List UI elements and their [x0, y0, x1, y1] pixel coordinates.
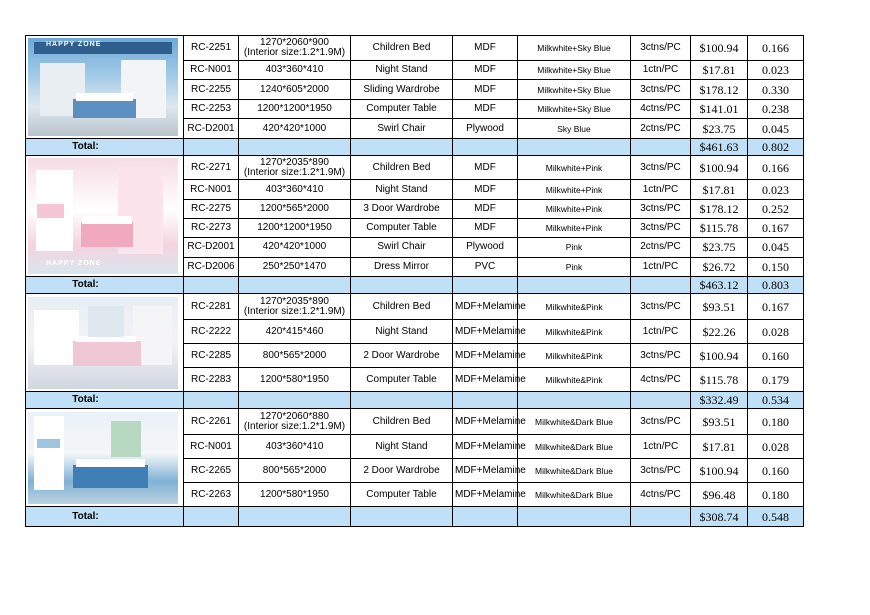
product-name-cell: Children Bed — [351, 36, 453, 61]
color-cell: Milkwhite+Sky Blue — [518, 99, 631, 119]
packing-cell: 4ctns/PC — [631, 483, 691, 507]
item-code-cell: RC-N001 — [184, 60, 239, 80]
photo-shape — [111, 421, 141, 458]
item-code-cell: RC-D2001 — [184, 119, 239, 139]
product-name-cell: Children Bed — [351, 156, 453, 180]
empty-total-cell — [453, 139, 518, 156]
color-cell: Milkwhite+Pink — [518, 156, 631, 180]
product-name-cell: Night Stand — [351, 435, 453, 459]
item-code-cell: RC-N001 — [184, 180, 239, 199]
color-cell: Milkwhite&Dark Blue — [518, 459, 631, 483]
bedroom-set-photo — [28, 158, 178, 274]
material-cell: MDF+Melamine — [453, 344, 518, 368]
packing-cell: 1ctn/PC — [631, 257, 691, 276]
size-cell: 800*565*2000 — [239, 459, 351, 483]
item-code-cell: RC-2271 — [184, 156, 239, 180]
empty-total-cell — [518, 392, 631, 409]
empty-total-cell — [351, 139, 453, 156]
empty-total-cell — [239, 392, 351, 409]
price-cell: $93.51 — [691, 294, 748, 320]
volume-cell: 0.045 — [748, 119, 804, 139]
empty-total-cell — [631, 277, 691, 294]
interior-size-text: (Interior size:1.2*1.9M) — [243, 46, 346, 58]
total-label: Total: — [26, 507, 184, 527]
price-cell: $115.78 — [691, 368, 748, 392]
size-cell — [239, 36, 351, 61]
size-cell — [239, 409, 351, 435]
price-cell: $115.78 — [691, 219, 748, 238]
empty-total-cell — [239, 507, 351, 527]
empty-total-cell — [184, 507, 239, 527]
empty-total-cell — [453, 277, 518, 294]
product-photo-cell — [26, 156, 184, 277]
volume-cell: 0.167 — [748, 294, 804, 320]
color-cell: Milkwhite&Pink — [518, 320, 631, 344]
color-cell: Milkwhite+Sky Blue — [518, 60, 631, 80]
size-cell: 1200*580*1950 — [239, 483, 351, 507]
packing-cell: 4ctns/PC — [631, 368, 691, 392]
size-text: 1270*2035*890 — [260, 295, 329, 307]
empty-total-cell — [518, 277, 631, 294]
material-cell: MDF — [453, 180, 518, 199]
item-code-cell: RC-2222 — [184, 320, 239, 344]
size-cell: 420*420*1000 — [239, 119, 351, 139]
total-price-cell: $461.63 — [691, 139, 748, 156]
color-cell: Milkwhite&Pink — [518, 368, 631, 392]
empty-total-cell — [631, 392, 691, 409]
product-name-cell: Computer Table — [351, 368, 453, 392]
empty-total-cell — [351, 507, 453, 527]
table-row — [26, 36, 804, 61]
size-cell: 800*565*2000 — [239, 344, 351, 368]
item-code-cell: RC-N001 — [184, 435, 239, 459]
item-code-cell: RC-D2001 — [184, 238, 239, 257]
product-name-cell: Night Stand — [351, 60, 453, 80]
price-cell: $93.51 — [691, 409, 748, 435]
color-cell: Milkwhite&Pink — [518, 344, 631, 368]
photo-logo-text: HAPPY ZONE — [46, 40, 102, 48]
volume-cell: 0.028 — [748, 435, 804, 459]
packing-cell: 3ctns/PC — [631, 156, 691, 180]
material-cell: MDF — [453, 99, 518, 119]
volume-cell: 0.180 — [748, 483, 804, 507]
packing-cell: 2ctns/PC — [631, 238, 691, 257]
color-cell: Milkwhite+Sky Blue — [518, 80, 631, 100]
packing-cell: 1ctn/PC — [631, 180, 691, 199]
volume-cell: 0.150 — [748, 257, 804, 276]
price-list-table — [25, 35, 804, 527]
size-text: 1270*2060*900 — [260, 36, 329, 48]
size-cell: 1200*1200*1950 — [239, 219, 351, 238]
size-cell — [239, 294, 351, 320]
item-code-cell: RC-2263 — [184, 483, 239, 507]
price-cell: $100.94 — [691, 344, 748, 368]
size-text: 1270*2060*880 — [260, 410, 329, 422]
product-name-cell: Swirl Chair — [351, 238, 453, 257]
total-row — [26, 392, 804, 409]
color-cell: Milkwhite+Pink — [518, 219, 631, 238]
volume-cell: 0.023 — [748, 60, 804, 80]
empty-total-cell — [631, 507, 691, 527]
bedroom-set-photo — [28, 38, 178, 136]
photo-shape — [37, 204, 64, 218]
volume-cell: 0.330 — [748, 80, 804, 100]
empty-total-cell — [184, 277, 239, 294]
price-cell: $178.12 — [691, 80, 748, 100]
color-cell: Milkwhite&Dark Blue — [518, 409, 631, 435]
volume-cell: 0.160 — [748, 344, 804, 368]
color-cell: Milkwhite&Dark Blue — [518, 435, 631, 459]
packing-cell: 3ctns/PC — [631, 294, 691, 320]
price-cell: $17.81 — [691, 180, 748, 199]
empty-total-cell — [518, 139, 631, 156]
price-cell: $96.48 — [691, 483, 748, 507]
photo-shape — [37, 439, 60, 448]
photo-shape — [76, 336, 136, 342]
product-name-cell: Swirl Chair — [351, 119, 453, 139]
total-label: Total: — [26, 139, 184, 156]
color-cell: Sky Blue — [518, 119, 631, 139]
photo-shape — [88, 306, 124, 337]
price-cell: $26.72 — [691, 257, 748, 276]
packing-cell: 3ctns/PC — [631, 459, 691, 483]
empty-total-cell — [351, 277, 453, 294]
total-volume-cell: 0.534 — [748, 392, 804, 409]
photo-logo-text: HAPPY ZONE — [46, 260, 102, 268]
product-photo-cell — [26, 294, 184, 392]
size-cell: 420*415*460 — [239, 320, 351, 344]
total-price-cell: $332.49 — [691, 392, 748, 409]
packing-cell: 3ctns/PC — [631, 409, 691, 435]
total-row — [26, 277, 804, 294]
volume-cell: 0.180 — [748, 409, 804, 435]
size-cell: 1200*580*1950 — [239, 368, 351, 392]
price-cell: $23.75 — [691, 119, 748, 139]
total-price-cell: $463.12 — [691, 277, 748, 294]
item-code-cell: RC-2265 — [184, 459, 239, 483]
volume-cell: 0.166 — [748, 156, 804, 180]
color-cell: Milkwhite+Sky Blue — [518, 36, 631, 61]
volume-cell: 0.023 — [748, 180, 804, 199]
empty-total-cell — [184, 392, 239, 409]
photo-shape — [76, 93, 133, 101]
color-cell: Milkwhite+Pink — [518, 180, 631, 199]
bedroom-set-photo — [28, 412, 178, 504]
price-cell: $100.94 — [691, 156, 748, 180]
total-volume-cell: 0.802 — [748, 139, 804, 156]
photo-shape — [81, 222, 134, 248]
product-name-cell: Children Bed — [351, 409, 453, 435]
photo-shape — [82, 216, 132, 224]
item-code-cell: RC-2285 — [184, 344, 239, 368]
volume-cell: 0.252 — [748, 199, 804, 218]
empty-total-cell — [518, 507, 631, 527]
material-cell: MDF — [453, 199, 518, 218]
empty-total-cell — [351, 392, 453, 409]
item-code-cell: RC-D2006 — [184, 257, 239, 276]
material-cell: Plywood — [453, 238, 518, 257]
material-cell: MDF — [453, 60, 518, 80]
table-row — [26, 294, 804, 320]
photo-shape — [73, 341, 141, 367]
price-cell: $22.26 — [691, 320, 748, 344]
photo-shape — [34, 416, 64, 490]
total-row — [26, 507, 804, 527]
product-name-cell: Computer Table — [351, 483, 453, 507]
price-cell: $100.94 — [691, 459, 748, 483]
volume-cell: 0.160 — [748, 459, 804, 483]
price-list-body — [26, 36, 804, 527]
item-code-cell: RC-2251 — [184, 36, 239, 61]
packing-cell: 4ctns/PC — [631, 99, 691, 119]
item-code-cell: RC-2253 — [184, 99, 239, 119]
volume-cell: 0.238 — [748, 99, 804, 119]
packing-cell: 1ctn/PC — [631, 435, 691, 459]
interior-size-text: (Interior size:1.2*1.9M) — [243, 305, 346, 317]
product-name-cell: Children Bed — [351, 294, 453, 320]
total-price-cell: $308.74 — [691, 507, 748, 527]
size-cell: 1240*605*2000 — [239, 80, 351, 100]
table-row — [26, 156, 804, 180]
size-cell: 403*360*410 — [239, 60, 351, 80]
table-row — [26, 409, 804, 435]
product-name-cell: Sliding Wardrobe — [351, 80, 453, 100]
price-cell: $141.01 — [691, 99, 748, 119]
product-photo-cell — [26, 36, 184, 139]
bedroom-set-photo — [28, 297, 178, 389]
packing-cell: 3ctns/PC — [631, 80, 691, 100]
item-code-cell: RC-2261 — [184, 409, 239, 435]
product-name-cell: Dress Mirror — [351, 257, 453, 276]
size-cell: 420*420*1000 — [239, 238, 351, 257]
volume-cell: 0.179 — [748, 368, 804, 392]
volume-cell: 0.045 — [748, 238, 804, 257]
size-cell: 250*250*1470 — [239, 257, 351, 276]
packing-cell: 1ctn/PC — [631, 320, 691, 344]
material-cell: MDF+Melamine — [453, 294, 518, 320]
price-cell: $178.12 — [691, 199, 748, 218]
material-cell: MDF+Melamine — [453, 435, 518, 459]
empty-total-cell — [631, 139, 691, 156]
color-cell: Pink — [518, 257, 631, 276]
price-cell: $17.81 — [691, 435, 748, 459]
empty-total-cell — [184, 139, 239, 156]
size-cell: 1200*1200*1950 — [239, 99, 351, 119]
price-cell: $100.94 — [691, 36, 748, 61]
total-row — [26, 139, 804, 156]
item-code-cell: RC-2275 — [184, 199, 239, 218]
material-cell: MDF+Melamine — [453, 368, 518, 392]
color-cell: Milkwhite&Dark Blue — [518, 483, 631, 507]
material-cell: MDF+Melamine — [453, 483, 518, 507]
product-photo-cell — [26, 409, 184, 507]
product-name-cell: Computer Table — [351, 99, 453, 119]
material-cell: MDF — [453, 80, 518, 100]
total-volume-cell: 0.548 — [748, 507, 804, 527]
size-cell: 403*360*410 — [239, 180, 351, 199]
total-volume-cell: 0.803 — [748, 277, 804, 294]
empty-total-cell — [453, 392, 518, 409]
item-code-cell: RC-2281 — [184, 294, 239, 320]
size-cell: 403*360*410 — [239, 435, 351, 459]
packing-cell: 3ctns/PC — [631, 219, 691, 238]
total-label: Total: — [26, 392, 184, 409]
interior-size-text: (Interior size:1.2*1.9M) — [243, 166, 346, 178]
material-cell: MDF — [453, 219, 518, 238]
packing-cell: 3ctns/PC — [631, 199, 691, 218]
packing-cell: 2ctns/PC — [631, 119, 691, 139]
packing-cell: 1ctn/PC — [631, 60, 691, 80]
price-cell: $17.81 — [691, 60, 748, 80]
empty-total-cell — [239, 139, 351, 156]
color-cell: Milkwhite&Pink — [518, 294, 631, 320]
item-code-cell: RC-2255 — [184, 80, 239, 100]
volume-cell: 0.166 — [748, 36, 804, 61]
product-name-cell: Night Stand — [351, 180, 453, 199]
interior-size-text: (Interior size:1.2*1.9M) — [243, 420, 346, 432]
color-cell: Pink — [518, 238, 631, 257]
material-cell: MDF — [453, 156, 518, 180]
product-name-cell: Night Stand — [351, 320, 453, 344]
item-code-cell: RC-2283 — [184, 368, 239, 392]
material-cell: MDF+Melamine — [453, 409, 518, 435]
total-label: Total: — [26, 277, 184, 294]
color-cell: Milkwhite+Pink — [518, 199, 631, 218]
product-name-cell: 2 Door Wardrobe — [351, 459, 453, 483]
item-code-cell: RC-2273 — [184, 219, 239, 238]
size-text: 1270*2035*890 — [260, 156, 329, 168]
volume-cell: 0.028 — [748, 320, 804, 344]
volume-cell: 0.167 — [748, 219, 804, 238]
material-cell: MDF+Melamine — [453, 320, 518, 344]
price-cell: $23.75 — [691, 238, 748, 257]
photo-shape — [73, 99, 136, 119]
product-name-cell: Computer Table — [351, 219, 453, 238]
photo-shape — [76, 459, 145, 466]
product-name-cell: 2 Door Wardrobe — [351, 344, 453, 368]
size-cell: 1200*565*2000 — [239, 199, 351, 218]
packing-cell: 3ctns/PC — [631, 36, 691, 61]
size-cell — [239, 156, 351, 180]
photo-shape — [73, 465, 148, 488]
material-cell: Plywood — [453, 119, 518, 139]
product-name-cell: 3 Door Wardrobe — [351, 199, 453, 218]
material-cell: MDF+Melamine — [453, 459, 518, 483]
packing-cell: 3ctns/PC — [631, 344, 691, 368]
empty-total-cell — [453, 507, 518, 527]
material-cell: MDF — [453, 36, 518, 61]
material-cell: PVC — [453, 257, 518, 276]
empty-total-cell — [239, 277, 351, 294]
